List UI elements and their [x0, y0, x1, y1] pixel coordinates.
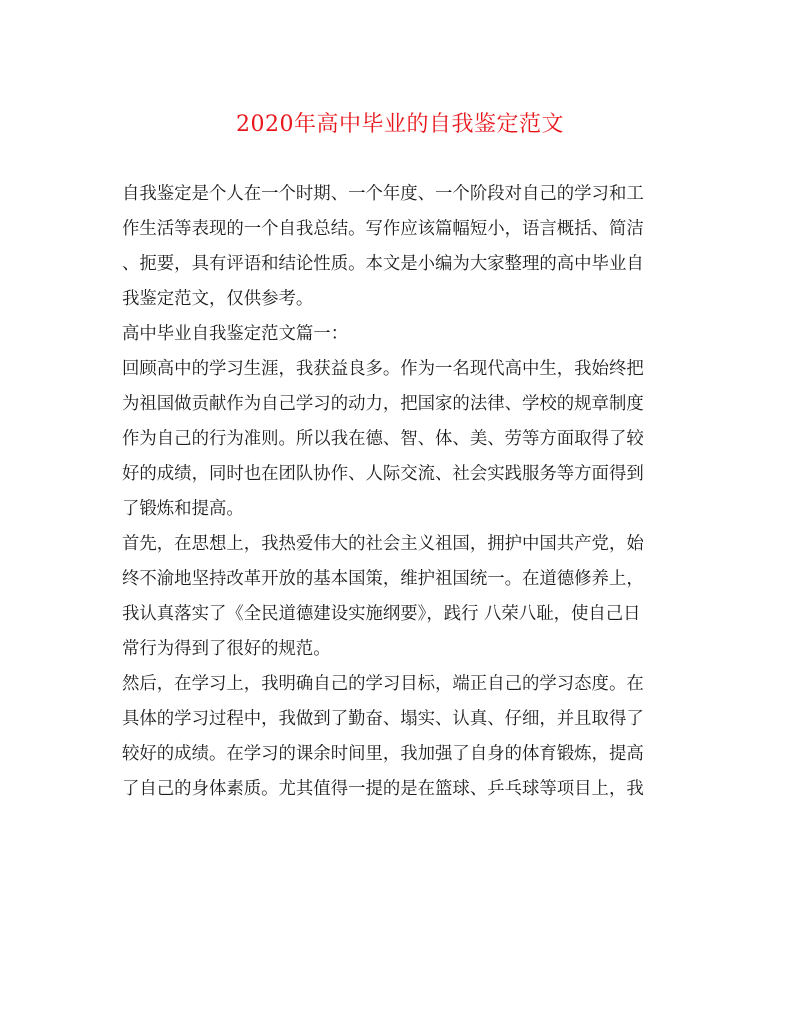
text-line: 首先，在思想上，我热爱伟大的社会主义祖国，拥护中国共产党，始 [122, 534, 644, 554]
text-line: 较好的成绩。在学习的课余时间里，我加强了自身的体育锻炼，提高 [122, 744, 644, 764]
text-line: 为祖国做贡献作为自己学习的动力，把国家的法律、学校的规章制度 [122, 394, 644, 414]
text-line: 我鉴定范文，仅供参考。 [122, 289, 314, 309]
text-line: 自我鉴定是个人在一个时期、一个年度、一个阶段对自己的学习和工 [122, 184, 644, 204]
paragraph-intro [122, 177, 682, 317]
paragraph-study [122, 667, 682, 807]
text-line: 作为自己的行为准则。所以我在德、智、体、美、劳等方面取得了较 [122, 429, 644, 449]
document-title: 2020年高中毕业的自我鉴定范文 [236, 112, 564, 137]
text-line: 然后，在学习上，我明确自己的学习目标，端正自己的学习态度。在 [122, 674, 644, 694]
text-line: 了自己的身体素质。尤其值得一提的是在篮球、乒乓球等项目上，我 [122, 779, 644, 799]
text-line: 好的成绩，同时也在团队协作、人际交流、社会实践服务等方面得到 [122, 464, 644, 484]
text-line: 回顾高中的学习生涯，我获益良多。作为一名现代高中生，我始终把 [122, 359, 644, 379]
paragraph-review [122, 352, 682, 527]
text-line: 作生活等表现的一个自我总结。写作应该篇幅短小，语言概括、简洁 [122, 219, 644, 239]
text-line: 具体的学习过程中，我做到了勤奋、塌实、认真、仔细，并且取得了 [122, 709, 644, 729]
section-heading [122, 317, 682, 352]
text-line: 了锻炼和提高。 [122, 499, 244, 519]
text-line: 高中毕业自我鉴定范文篇一： [122, 324, 349, 344]
text-line: 我认真落实了《全民道德建设实施纲要》，践行 八荣八耻，使自己日 [122, 604, 641, 624]
paragraph-ideology [122, 527, 682, 667]
text-line: 、扼要，具有评语和结论性质。本文是小编为大家整理的高中毕业自 [122, 254, 644, 274]
text-line: 常行为得到了很好的规范。 [122, 639, 331, 659]
text-line: 终不渝地坚持改革开放的基本国策，维护祖国统一。在道德修养上， [122, 569, 644, 589]
document-body [122, 177, 682, 807]
